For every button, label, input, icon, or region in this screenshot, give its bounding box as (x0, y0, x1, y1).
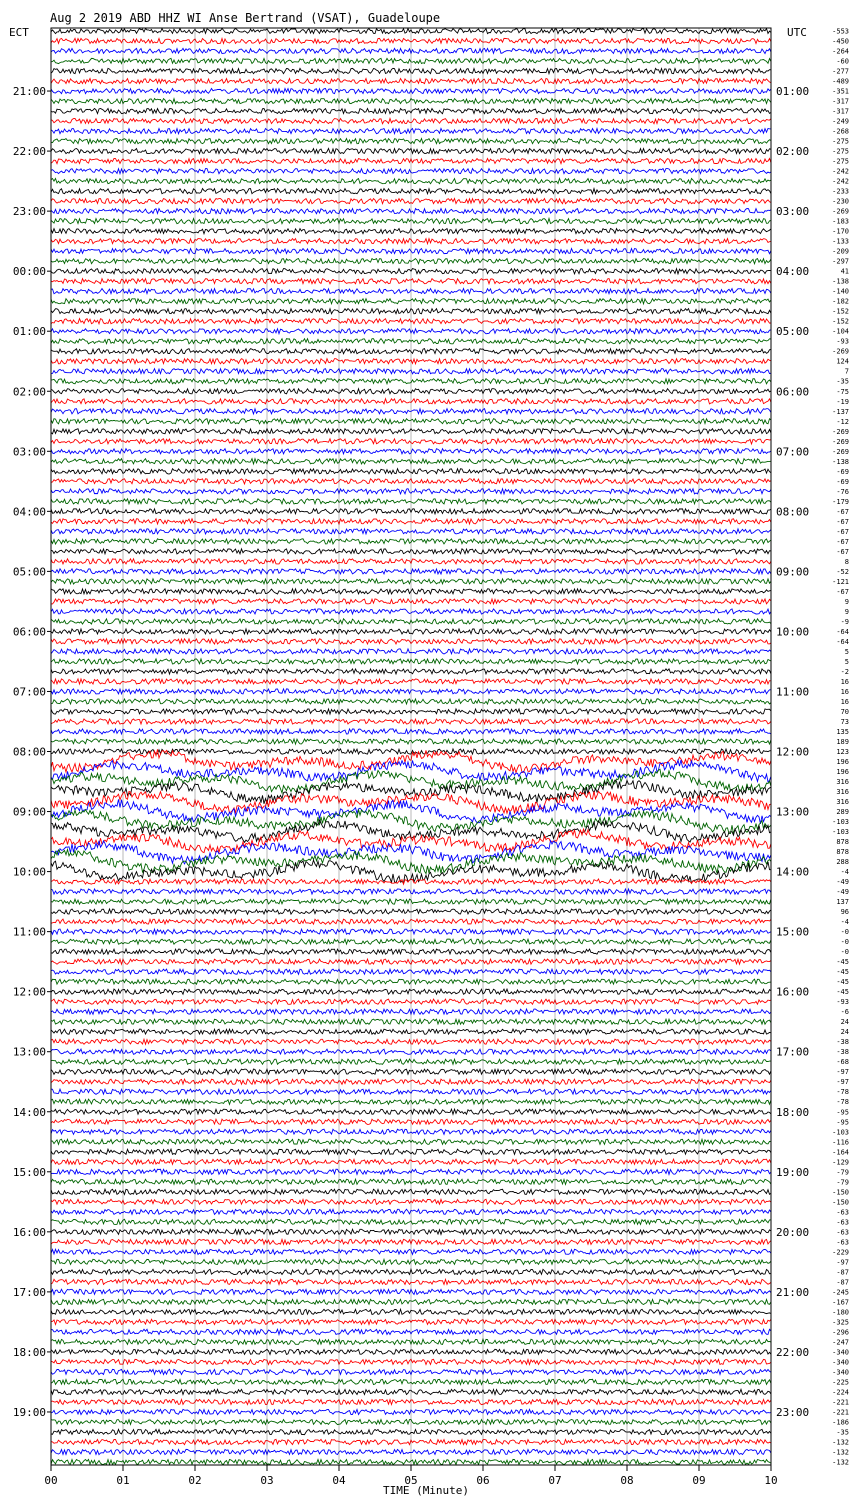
row-offset-value: -69 (836, 477, 849, 486)
row-offset-value: -230 (832, 197, 849, 206)
row-offset-value: -95 (836, 1108, 849, 1117)
row-offset-value: -64 (836, 627, 849, 636)
row-offset-value: -60 (836, 57, 849, 66)
x-tick-label: 01 (116, 1474, 130, 1487)
x-tick-label: 07 (548, 1474, 562, 1487)
row-offset-value: -297 (832, 257, 849, 266)
row-offset-value: -186 (832, 1418, 849, 1427)
right-hour-label: 12:00 (776, 745, 810, 759)
row-offset-value: -269 (832, 207, 849, 216)
left-hour-label: 19:00 (12, 1405, 46, 1419)
x-tick-label: 00 (44, 1474, 58, 1487)
row-offset-value: 5 (844, 647, 849, 656)
row-offset-value: -103 (832, 1128, 849, 1137)
row-offset-value: -132 (832, 1438, 849, 1447)
row-offset-value: 24 (840, 1018, 849, 1027)
right-hour-label: 13:00 (776, 805, 810, 819)
right-hour-label: 19:00 (776, 1165, 810, 1179)
row-offset-value: -553 (832, 27, 849, 36)
row-offset-value: -242 (832, 177, 849, 186)
row-offset-value: -269 (832, 347, 849, 356)
row-offset-value: 288 (836, 858, 849, 867)
row-offset-value: -97 (836, 1258, 849, 1267)
row-offset-value: -75 (836, 387, 849, 396)
x-tick-label: 05 (404, 1474, 418, 1487)
right-hour-label: 20:00 (776, 1225, 810, 1239)
left-hour-label: 02:00 (12, 385, 46, 399)
row-offset-value: -133 (832, 237, 849, 246)
row-offset-value: -247 (832, 1338, 849, 1347)
x-axis-label: TIME (Minute) (382, 1484, 470, 1497)
row-offset-value: -152 (832, 307, 849, 316)
row-offset-value: -52 (836, 567, 849, 576)
row-offset-value: 8 (844, 557, 849, 566)
row-offset-value: -180 (832, 1308, 849, 1317)
row-offset-value: -221 (832, 1398, 849, 1407)
row-offset-value: -179 (832, 497, 849, 506)
row-offset-value: -64 (836, 637, 849, 646)
row-offset-value: -79 (836, 1178, 849, 1187)
row-offset-value: -9 (840, 617, 849, 626)
row-offset-value: -87 (836, 1278, 849, 1287)
x-tick-label: 09 (692, 1474, 706, 1487)
row-offset-value: -78 (836, 1098, 849, 1107)
left-hour-label: 13:00 (12, 1045, 46, 1059)
row-offset-value: -93 (836, 337, 849, 346)
row-offset-value: -150 (832, 1198, 849, 1207)
right-hour-label: 18:00 (776, 1105, 810, 1119)
left-hour-label: 11:00 (12, 925, 46, 939)
x-tick-label: 08 (620, 1474, 634, 1487)
row-offset-value: -19 (836, 397, 849, 406)
row-offset-value: -264 (832, 47, 849, 56)
row-offset-value: -351 (832, 87, 849, 96)
row-offset-value: -317 (832, 107, 849, 116)
row-offset-value: 196 (836, 758, 849, 767)
right-hour-label: 10:00 (776, 625, 810, 639)
right-hour-label: 15:00 (776, 925, 810, 939)
row-offset-value: -229 (832, 1248, 849, 1257)
row-offset-value: -67 (836, 517, 849, 526)
row-offset-value: -138 (832, 277, 849, 286)
row-offset-value: -97 (836, 1068, 849, 1077)
right-hour-label: 14:00 (776, 865, 810, 879)
left-hour-label: 12:00 (12, 985, 46, 999)
right-hour-label: 16:00 (776, 985, 810, 999)
x-tick-label: 02 (188, 1474, 202, 1487)
row-offset-value: 41 (840, 267, 849, 276)
row-offset-value: 316 (836, 778, 849, 787)
left-hour-label: 15:00 (12, 1165, 46, 1179)
row-offset-value: -63 (836, 1208, 849, 1217)
row-offset-value: -4 (840, 868, 849, 877)
row-offset-value: -138 (832, 457, 849, 466)
left-hour-label: 16:00 (12, 1225, 46, 1239)
row-offset-value: 124 (836, 357, 849, 366)
right-hour-label: 04:00 (776, 265, 810, 279)
row-offset-value: 316 (836, 788, 849, 797)
row-offset-value: -132 (832, 1458, 849, 1467)
row-offset-value: -340 (832, 1368, 849, 1377)
row-offset-value: -325 (832, 1318, 849, 1327)
row-offset-value: -132 (832, 1448, 849, 1457)
right-hour-label: 02:00 (776, 145, 810, 159)
row-offset-value: -79 (836, 1168, 849, 1177)
right-hour-label: 11:00 (776, 685, 810, 699)
row-offset-value: -275 (832, 157, 849, 166)
chart-title: Aug 2 2019 ABD HHZ WI Anse Bertrand (VSAT), Guadeloupe (50, 11, 441, 25)
row-offset-value: 16 (840, 697, 849, 706)
row-offset-value: -45 (836, 988, 849, 997)
row-offset-value: -103 (832, 828, 849, 837)
right-timezone-label: UTC (787, 26, 807, 39)
row-offset-value: -140 (832, 287, 849, 296)
row-offset-value: -78 (836, 1088, 849, 1097)
row-offset-value: -35 (836, 377, 849, 386)
row-offset-value: 289 (836, 808, 849, 817)
row-offset-value: 196 (836, 768, 849, 777)
row-offset-value: -93 (836, 998, 849, 1007)
row-offset-value: 5 (844, 657, 849, 666)
row-offset-value: -275 (832, 147, 849, 156)
row-offset-value: -121 (832, 577, 849, 586)
row-offset-value: 24 (840, 1028, 849, 1037)
row-offset-value: 135 (836, 727, 849, 736)
left-hour-label: 07:00 (12, 685, 46, 699)
right-hour-label: 21:00 (776, 1285, 810, 1299)
row-offset-value: 189 (836, 737, 849, 746)
row-offset-value: -87 (836, 1268, 849, 1277)
row-offset-value: -49 (836, 888, 849, 897)
row-offset-value: 70 (840, 707, 849, 716)
row-offset-value: -69 (836, 467, 849, 476)
right-hour-label: 22:00 (776, 1345, 810, 1359)
row-offset-value: 9 (844, 607, 849, 616)
row-offset-value: -45 (836, 978, 849, 987)
row-offset-value: -0 (840, 928, 849, 937)
row-offset-value: 96 (840, 908, 849, 917)
row-offset-value: -67 (836, 527, 849, 536)
row-offset-value: -137 (832, 407, 849, 416)
row-offset-value: -97 (836, 1078, 849, 1087)
row-offset-value: -63 (836, 1228, 849, 1237)
row-offset-value: -116 (832, 1138, 849, 1147)
row-offset-value: -4 (840, 918, 849, 927)
row-offset-value: -275 (832, 137, 849, 146)
left-hour-label: 01:00 (12, 325, 46, 339)
row-offset-value: -224 (832, 1388, 849, 1397)
right-hour-label: 01:00 (776, 85, 810, 99)
left-hour-label: 06:00 (12, 625, 46, 639)
row-offset-value: -340 (832, 1358, 849, 1367)
row-offset-value: 7 (844, 367, 849, 376)
row-offset-value: -233 (832, 187, 849, 196)
row-offset-value: 137 (836, 898, 849, 907)
row-offset-value: -245 (832, 1288, 849, 1297)
row-offset-value: 73 (840, 717, 849, 726)
left-hour-label: 17:00 (12, 1285, 46, 1299)
row-offset-value: -225 (832, 1378, 849, 1387)
left-timezone-label: ECT (9, 26, 29, 39)
x-tick-label: 04 (332, 1474, 346, 1487)
row-offset-value: -38 (836, 1048, 849, 1057)
row-offset-value: -63 (836, 1238, 849, 1247)
row-offset-value: -0 (840, 938, 849, 947)
grid-group (123, 28, 699, 1465)
left-hour-label: 03:00 (12, 445, 46, 459)
row-offset-value: -38 (836, 1038, 849, 1047)
row-offset-value: -164 (832, 1148, 849, 1157)
left-hour-label: 18:00 (12, 1345, 46, 1359)
row-offset-value: -104 (832, 327, 849, 336)
x-tick-label: 10 (764, 1474, 778, 1487)
row-offset-value: -209 (832, 247, 849, 256)
row-offset-value: -12 (836, 417, 849, 426)
row-offset-labels (832, 28, 849, 1467)
left-hour-label: 05:00 (12, 565, 46, 579)
row-offset-value: -340 (832, 1348, 849, 1357)
row-offset-value: -170 (832, 227, 849, 236)
row-offset-value: -68 (836, 1058, 849, 1067)
row-offset-value: -45 (836, 958, 849, 967)
row-offset-value: -67 (836, 537, 849, 546)
right-hour-labels (776, 85, 809, 1419)
row-offset-value: -269 (832, 427, 849, 436)
row-offset-value: -63 (836, 1218, 849, 1227)
left-hour-label: 21:00 (12, 85, 46, 99)
row-offset-value: -489 (832, 77, 849, 86)
row-offset-value: -2 (840, 667, 849, 676)
row-offset-value: -167 (832, 1298, 849, 1307)
row-offset-value: -277 (832, 67, 849, 76)
row-offset-value: -103 (832, 818, 849, 827)
right-hour-label: 05:00 (776, 325, 810, 339)
right-hour-label: 07:00 (776, 445, 810, 459)
left-hour-label: 23:00 (12, 205, 46, 219)
row-offset-value: -268 (832, 127, 849, 136)
row-offset-value: 878 (836, 838, 849, 847)
row-offset-value: -317 (832, 97, 849, 106)
left-hour-label: 08:00 (12, 745, 46, 759)
left-hour-label: 09:00 (12, 805, 46, 819)
right-hour-label: 08:00 (776, 505, 810, 519)
left-hour-label: 22:00 (12, 145, 46, 159)
left-hour-label: 00:00 (12, 265, 46, 279)
row-offset-value: -45 (836, 968, 849, 977)
right-hour-label: 17:00 (776, 1045, 810, 1059)
row-offset-value: -67 (836, 547, 849, 556)
row-offset-value: 123 (836, 748, 849, 757)
row-offset-value: 9 (844, 597, 849, 606)
row-offset-value: -450 (832, 37, 849, 46)
row-offset-value: -49 (836, 878, 849, 887)
row-offset-value: -182 (832, 297, 849, 306)
right-hour-label: 06:00 (776, 385, 810, 399)
row-offset-value: -221 (832, 1408, 849, 1417)
row-offset-value: -67 (836, 507, 849, 516)
row-offset-value: -95 (836, 1118, 849, 1127)
row-offset-value: -35 (836, 1428, 849, 1437)
left-hour-label: 14:00 (12, 1105, 46, 1119)
left-hour-label: 10:00 (12, 865, 46, 879)
row-offset-value: -249 (832, 117, 849, 126)
right-hour-label: 03:00 (776, 205, 810, 219)
row-offset-value: -242 (832, 167, 849, 176)
row-offset-value: -152 (832, 317, 849, 326)
row-offset-value: -183 (832, 217, 849, 226)
row-offset-value: -6 (840, 1008, 849, 1017)
row-offset-value: 316 (836, 798, 849, 807)
row-offset-value: -269 (832, 447, 849, 456)
row-offset-value: -0 (840, 948, 849, 957)
row-offset-value: -67 (836, 587, 849, 596)
row-offset-value: -296 (832, 1328, 849, 1337)
right-hour-label: 09:00 (776, 565, 810, 579)
row-offset-value: 16 (840, 677, 849, 686)
row-offset-value: 878 (836, 848, 849, 857)
row-offset-value: -269 (832, 437, 849, 446)
right-hour-label: 23:00 (776, 1405, 810, 1419)
row-offset-value: -150 (832, 1188, 849, 1197)
x-tick-label: 06 (476, 1474, 490, 1487)
x-tick-label: 03 (260, 1474, 274, 1487)
row-offset-value: -76 (836, 487, 849, 496)
left-hour-label: 04:00 (12, 505, 46, 519)
row-offset-value: 16 (840, 687, 849, 696)
left-hour-labels (13, 85, 51, 1419)
row-offset-value: -129 (832, 1158, 849, 1167)
